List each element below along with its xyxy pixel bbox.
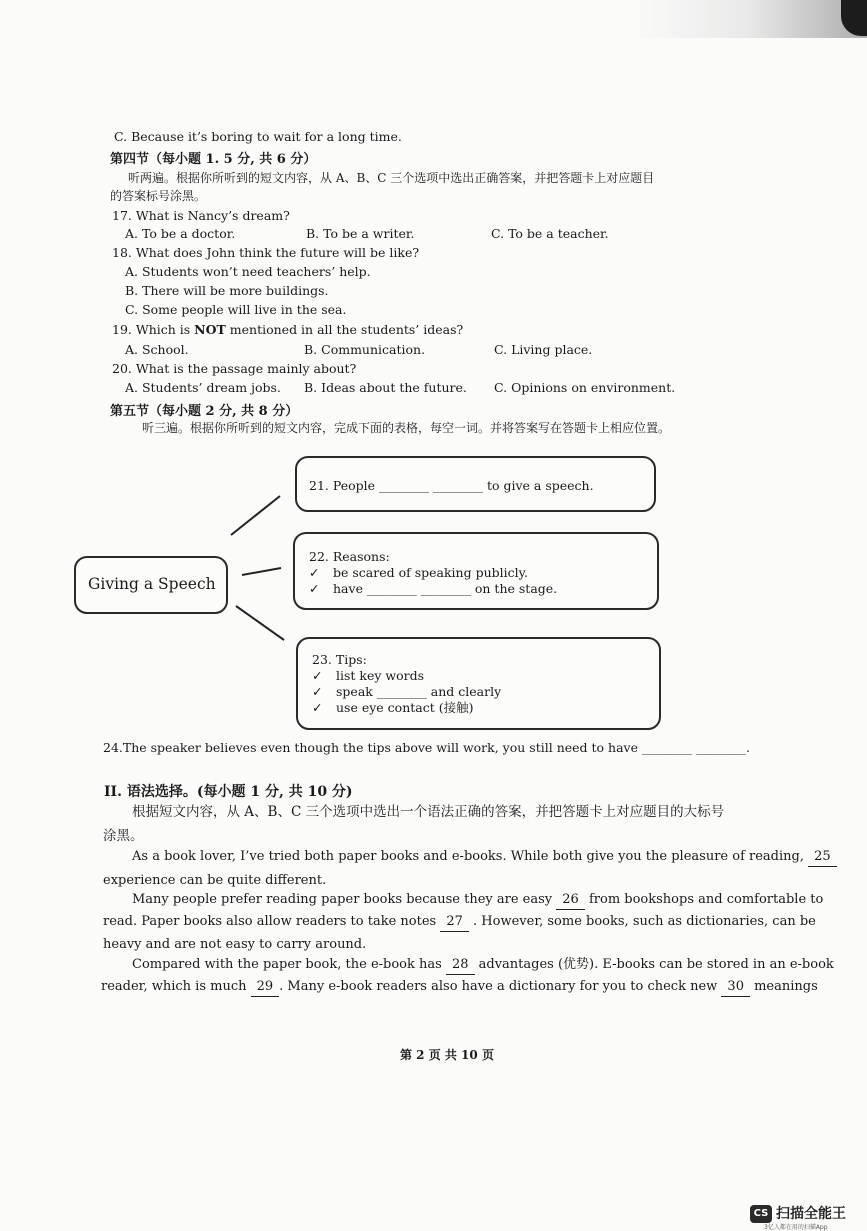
para3-line2: reader, which is much 29 . Many e-book readers also have a dictionary for you to check new 30 meanings (101, 978, 818, 997)
q20-option-b: B. Ideas about the future. (304, 380, 467, 395)
check-icon: ✓ (312, 668, 323, 683)
box21-text: 21. People ________ ________ to give a speech. (309, 478, 594, 493)
option-c-prev: C. Because it’s boring to wait for a long time. (114, 129, 402, 144)
box-21 (295, 456, 656, 512)
connector-line-22 (242, 568, 281, 575)
check-icon: ✓ (312, 700, 323, 715)
blank-30[interactable]: 30 (721, 978, 750, 997)
section5-instruction: 听三遍。根据你所听到的短文内容，完成下面的表格，每空一词。并将答案写在答题卡上相应位置。 (142, 421, 671, 435)
para1-line2: experience can be quite different. (103, 873, 327, 888)
q17-stem: 17. What is Nancy’s dream? (112, 208, 290, 223)
part2-instruction-2: 涂黑。 (103, 828, 144, 844)
box23-line3: ✓ use eye contact (接触) (312, 700, 474, 715)
section4-instruction-2: 的答案标号涂黑。 (110, 189, 207, 203)
page-number: 第 2 页 共 10 页 (400, 1048, 494, 1062)
check-icon: ✓ (309, 565, 320, 580)
camscanner-logo-icon: CS (750, 1205, 772, 1223)
box23-line2: ✓ speak ________ and clearly (312, 684, 502, 699)
box22-title: 22. Reasons: (309, 549, 390, 564)
q19-stem: 19. Which is NOT mentioned in all the students’ ideas? (112, 322, 464, 337)
part2-title: II. 语法选择。(每小题 1 分, 共 10 分) (104, 784, 353, 800)
q20-option-a: A. Students’ dream jobs. (125, 380, 281, 395)
q18-option-a: A. Students won’t need teachers’ help. (125, 264, 371, 279)
q18-option-b: B. There will be more buildings. (125, 283, 329, 298)
blank-27[interactable]: 27 (440, 913, 469, 932)
para2-line2: read. Paper books also allow readers to take notes 27 . However, some books, such as dictionaries, can be (103, 913, 816, 932)
box-23 (296, 637, 661, 730)
q19-option-c: C. Living place. (494, 342, 593, 357)
q18-stem: 18. What does John think the future will be like? (112, 245, 420, 260)
box22-line1: ✓ be scared of speaking publicly. (309, 565, 529, 580)
blank-28[interactable]: 28 (446, 956, 475, 975)
q18-option-c: C. Some people will live in the sea. (125, 302, 347, 317)
q17-option-a: A. To be a doctor. (125, 226, 236, 241)
q20-stem: 20. What is the passage mainly about? (112, 361, 357, 376)
para2-line3: heavy and are not easy to carry around. (103, 937, 367, 952)
section5-title: 第五节（每小题 2 分, 共 8 分） (110, 404, 299, 419)
q19-option-a: A. School. (125, 342, 189, 357)
camscanner-tagline: 3亿人都在用的扫描App (764, 1224, 828, 1231)
para1-line1: As a book lover, I’ve tried both paper books and e-books. While both give you the pleasure of reading, 25 (132, 848, 837, 867)
section4-title: 第四节（每小题 1. 5 分, 共 6 分） (110, 152, 317, 167)
section4-instruction: 听两遍。根据你所听到的短文内容，从 A、B、C 三个选项中选出正确答案，并把答题卡上对应题目 (128, 171, 655, 185)
connector-line-23 (236, 606, 284, 640)
mindmap-center-box (74, 556, 228, 614)
camscanner-name: 扫描全能王 (776, 1206, 846, 1222)
q17-option-c: C. To be a teacher. (491, 226, 609, 241)
box23-title: 23. Tips: (312, 652, 367, 667)
box22-line2: ✓ have ________ ________ on the stage. (309, 581, 558, 596)
blank-25[interactable]: 25 (808, 848, 837, 867)
mindmap-center-label: Giving a Speech (88, 575, 216, 593)
q19-option-b: B. Communication. (304, 342, 426, 357)
para2-line1: Many people prefer reading paper books because they are easy 26 from bookshops and comfortable to (132, 891, 823, 910)
box-22 (293, 532, 659, 610)
para3-line1: Compared with the paper book, the e-book has 28 advantages (优势). E-books can be stored in an e-book (132, 956, 834, 975)
q24-text: 24.The speaker believes even though the tips above will work, you still need to have ________ ________. (103, 740, 750, 755)
check-icon: ✓ (309, 581, 320, 596)
blank-26[interactable]: 26 (556, 891, 585, 910)
box23-line1: ✓ list key words (312, 668, 425, 683)
blank-29[interactable]: 29 (251, 978, 280, 997)
q17-option-b: B. To be a writer. (306, 226, 415, 241)
check-icon: ✓ (312, 684, 323, 699)
connector-line-21 (231, 496, 280, 535)
q20-option-c: C. Opinions on environment. (494, 380, 676, 395)
part2-instruction: 根据短文内容，从 A、B、C 三个选项中选出一个语法正确的答案，并把答题卡上对应题目的大标号 (132, 804, 725, 820)
